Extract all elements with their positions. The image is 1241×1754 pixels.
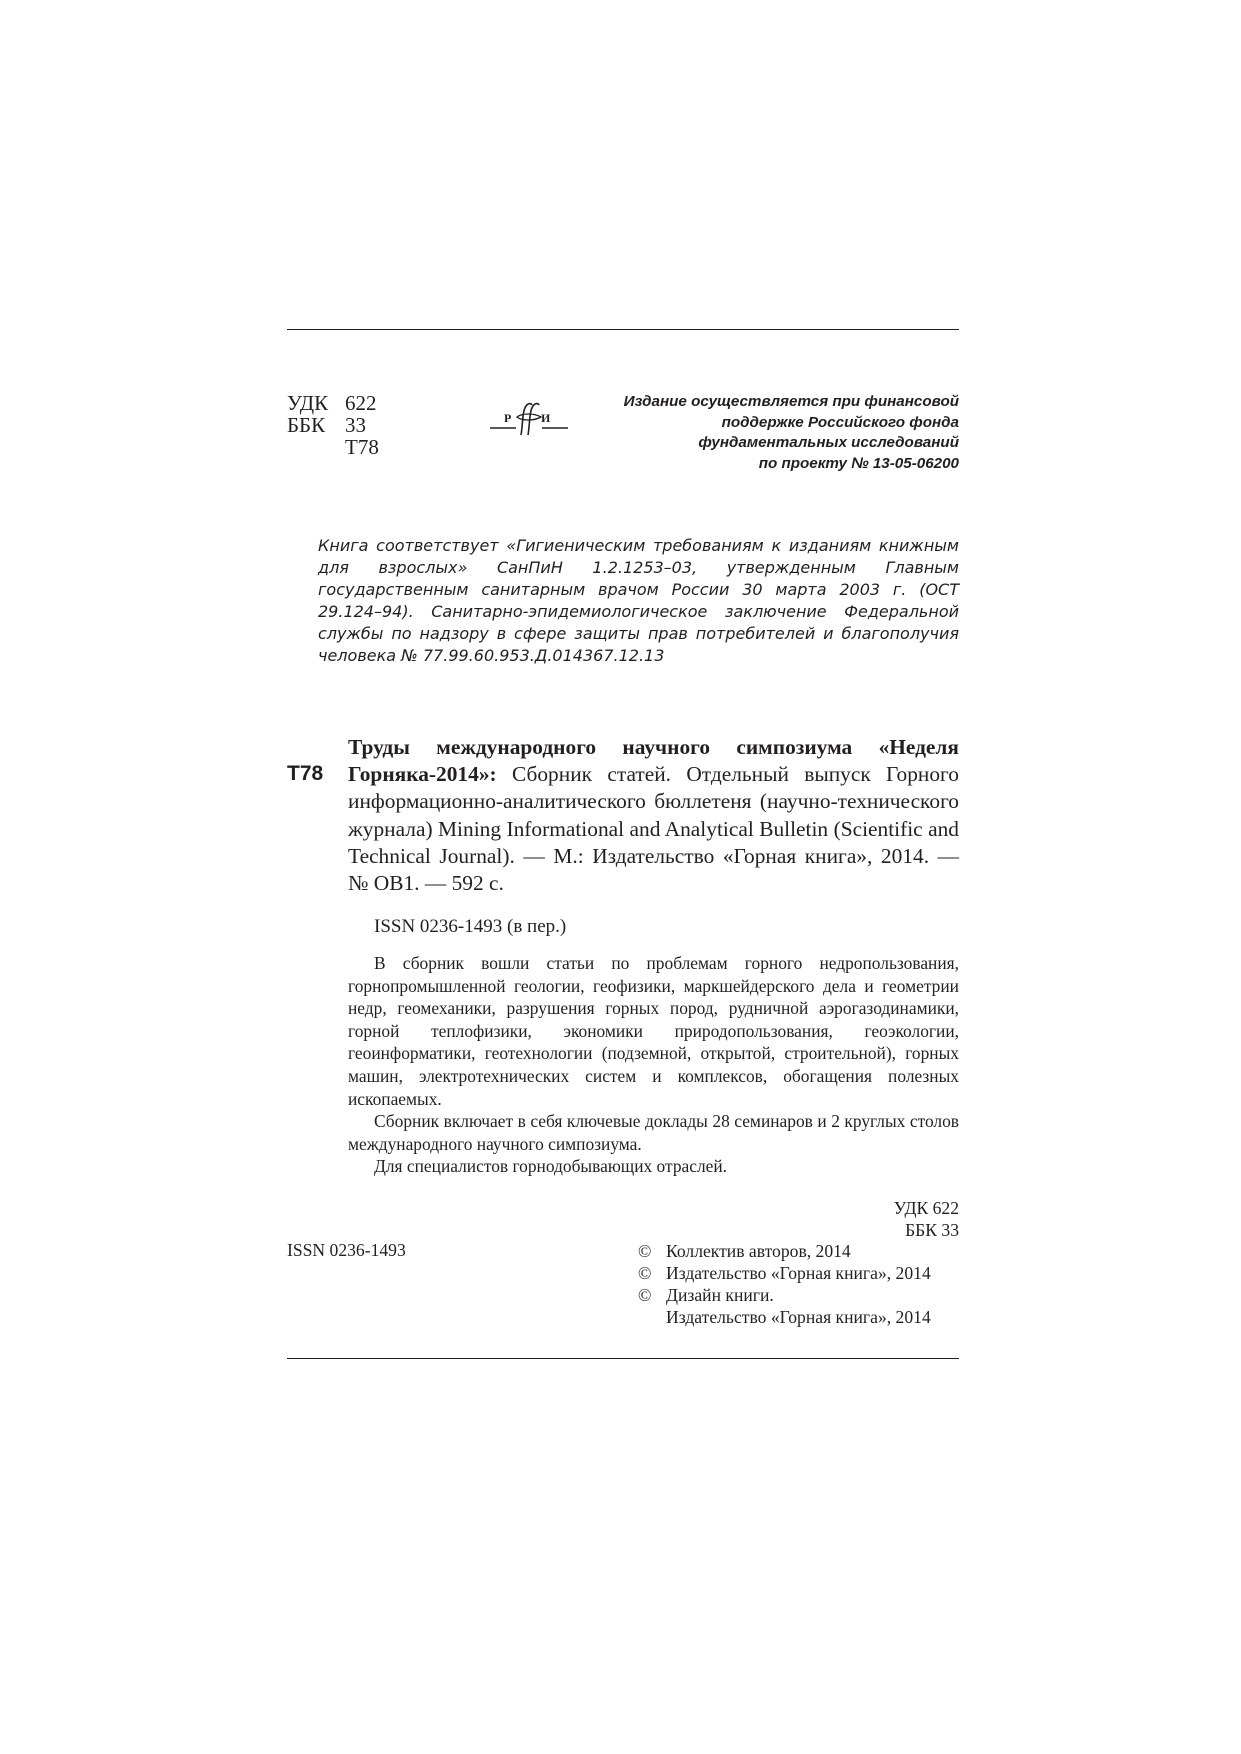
bottom-rule [287,1358,959,1359]
copyright-symbol: © [638,1263,652,1283]
copyright-line: Издательство «Горная книга», 2014 [666,1307,931,1327]
issn-binding: ISSN 0236-1493 (в пер.) [374,916,567,937]
author-mark: Т78 [345,435,379,459]
footer-udk: УДК 622 [893,1198,959,1218]
book-title: Труды международного научного симпозиума «Неделя Горняка-2014»: [348,735,959,787]
bbk-label: ББК [287,413,326,437]
abstract-paragraph: Для специалистов горнодобывающих отраслей. [374,1156,728,1177]
catalog-symbol: Т78 [287,762,324,785]
abstract-paragraph: В сборник вошли статьи по проблемам горного недропользования, горнопромышленной геологии, геофизики, маркшейдерского дела и геометрии недр, геомеханики, разрушения горных пород, рудничной аэрогазодинамики, горной теплофизики, экономики природопользования, геоэкологии, геоинформатики, геотехнологии (подземной, открытой, строительной), горных машин, электротехнических систем и комплексов, обогащения полезных ископаемых. [348,953,959,1109]
bibliographic-record [348,734,959,897]
book-description: Сборник статей. Отдельный выпуск Горного информационно-аналитического бюллетеня (научно-технического журнала) Mining Informational and Analytical Bulletin (Scientific and Technical Journal). — М.: Издательство «Горная книга», 2014. — № ОВ1. — 592 с. [348,762,959,896]
copyright-block [638,1240,959,1328]
copyright-line: Дизайн книги. [666,1285,774,1305]
copyright-symbol: © [638,1285,652,1305]
footer-bbk: ББК 33 [905,1220,959,1240]
top-rule [287,329,959,330]
rffi-logo [490,402,568,436]
sanpin-text: Книга соответствует «Гигиеническим требованиям к изданиям книжным для взрослых» СанПиН 1.2.1253–03, утвержденным Главным государственным санитарным врачом России 30 марта 2003 г. (ОСТ 29.124–94). Санитарно-эпидемиологическое заключение Федеральной службы по надзору в сфере защиты прав потребителей и благополучия человека № 77.99.60.953.Д.014367.12.13 [318,536,959,665]
logo-letter-r: Р [504,411,512,425]
bbk-value: 33 [345,413,366,437]
udk-label: УДК [287,391,329,415]
funding-line: по проекту № 13-05-06200 [758,454,959,472]
udk-value: 622 [345,391,377,415]
funding-line: поддержке Российского фонда [721,413,959,431]
copyright-symbol: © [638,1241,652,1261]
logo-letter-i: И [541,411,551,425]
abstract [348,952,959,1178]
sanitary-certification [318,535,959,667]
footer-issn: ISSN 0236-1493 [287,1240,406,1260]
footer-codes [820,1197,959,1241]
funding-line: фундаментальных исследований [698,434,959,451]
classification-codes [287,392,379,458]
copyright-line: Коллектив авторов, 2014 [666,1241,851,1261]
funding-note [570,392,959,474]
copyright-line: Издательство «Горная книга», 2014 [666,1263,931,1283]
abstract-paragraph: Сборник включает в себя ключевые доклады 28 семинаров и 2 круглых столов международного научного симпозиума. [348,1111,959,1154]
funding-line: Издание осуществляется при финансовой [623,393,959,410]
